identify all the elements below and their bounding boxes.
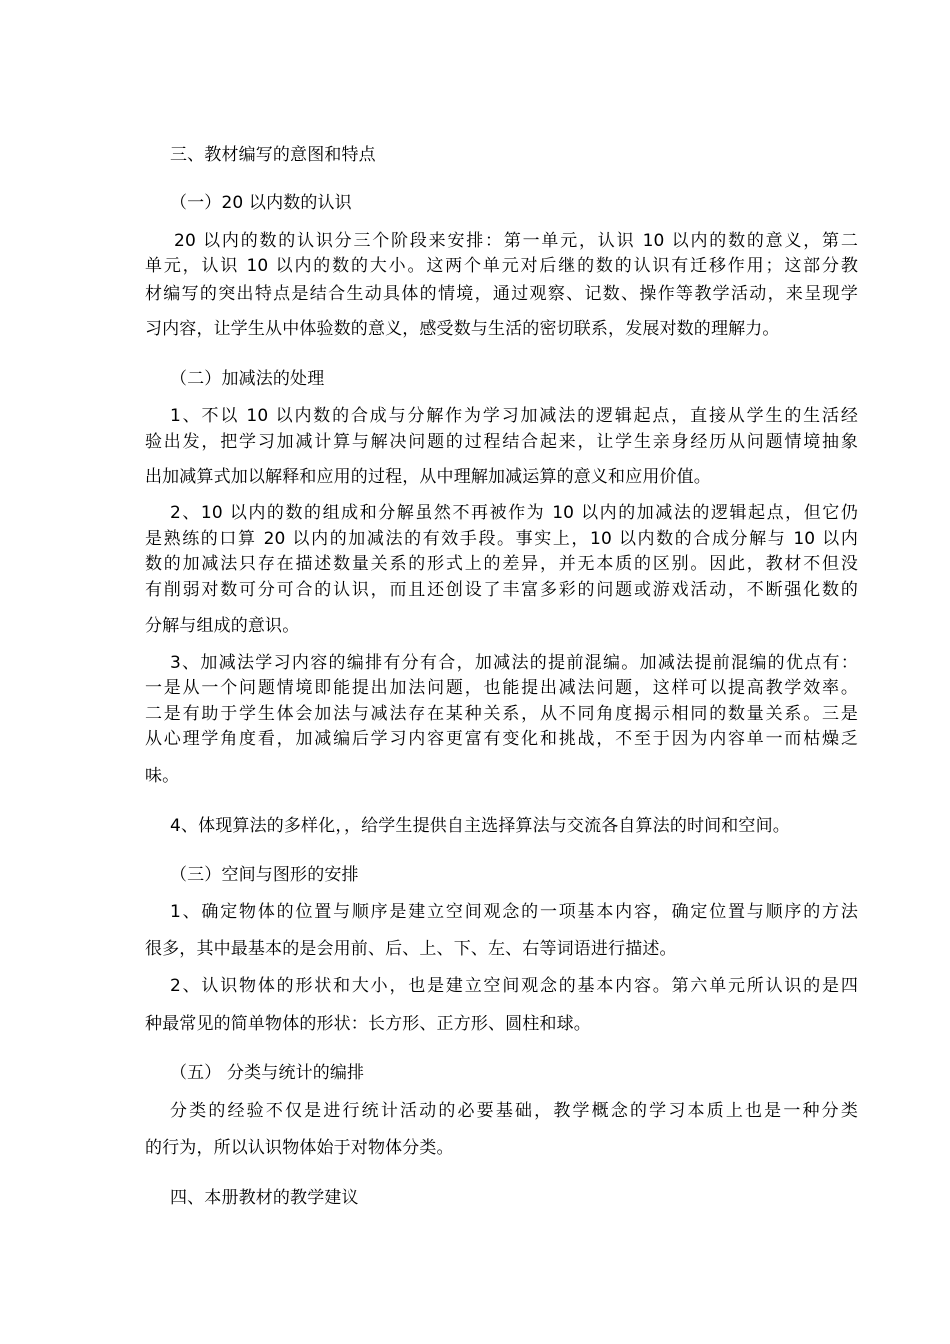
paragraph-line: 1、确定物体的位置与顺序是建立空间观念的一项基本内容，确定位置与顺序的方法 xyxy=(170,902,858,922)
paragraph-line: 味。 xyxy=(145,766,180,786)
paragraph-line: 单元，认识 10 以内的数的大小。这两个单元对后继的数的认识有迁移作用；这部分教 xyxy=(145,256,858,276)
paragraph-line: 种最常见的简单物体的形状：长方形、正方形、圆柱和球。 xyxy=(145,1014,591,1034)
paragraph-line: 分解与组成的意识。 xyxy=(145,616,300,636)
paragraph-line: 4、体现算法的多样化，，给学生提供自主选择算法与交流各自算法的时间和空间。 xyxy=(170,816,790,836)
section-3-heading: 三、教材编写的意图和特点 xyxy=(170,145,376,165)
paragraph-line: 2、认识物体的形状和大小，也是建立空间观念的基本内容。第六单元所认识的是四 xyxy=(170,976,858,996)
paragraph-line: 二是有助于学生体会加法与减法存在某种关系，从不同角度揭示相同的数量关系。三是 xyxy=(145,704,858,724)
paragraph-line: 习内容，让学生从中体验数的意义，感受数与生活的密切联系，发展对数的理解力。 xyxy=(145,319,780,339)
subsection-5-heading: （五） 分类与统计的编排 xyxy=(170,1063,365,1083)
subsection-1-heading: （一）20 以内数的认识 xyxy=(170,193,352,213)
paragraph-line: 1、不以 10 以内数的合成与分解作为学习加减法的逻辑起点，直接从学生的生活经 xyxy=(170,406,858,426)
paragraph-line: 从心理学角度看，加减编后学习内容更富有变化和挑战，不至于因为内容单一而枯燥乏 xyxy=(145,729,858,749)
paragraph-line: 有削弱对数可分可合的认识，而且还创设了丰富多彩的问题或游戏活动，不断强化数的 xyxy=(145,580,858,600)
subsection-3-heading: （三）空间与图形的安排 xyxy=(170,865,359,885)
paragraph-line: 3、加减法学习内容的编排有分有合，加减法的提前混编。加减法提前混编的优点有： xyxy=(170,653,858,673)
paragraph-line: 数的加减法只存在描述数量关系的形式上的差异，并无本质的区别。因此，教材不但没 xyxy=(145,554,858,574)
paragraph-line: 2、10 以内的数的组成和分解虽然不再被作为 10 以内的加减法的逻辑起点，但它仍 xyxy=(170,503,858,523)
section-4-heading: 四、本册教材的教学建议 xyxy=(170,1188,359,1208)
paragraph-line: 是熟练的口算 20 以内的加减法的有效手段。事实上，10 以内数的合成分解与 10 以内 xyxy=(145,529,858,549)
subsection-2-heading: （二）加减法的处理 xyxy=(170,369,325,389)
paragraph-line: 材编写的突出特点是结合生动具体的情境，通过观察、记数、操作等教学活动，来呈现学 xyxy=(145,284,858,304)
paragraph-line: 出加减算式加以解释和应用的过程，从中理解加减运算的意义和应用价值。 xyxy=(145,467,711,487)
paragraph-line: 很多，其中最基本的是会用前、后、上、下、左、右等词语进行描述。 xyxy=(145,939,677,959)
paragraph-line: 20 以内的数的认识分三个阶段来安排：第一单元，认识 10 以内的数的意义，第二 xyxy=(174,231,858,251)
paragraph-line: 验出发，把学习加减计算与解决问题的过程结合起来，让学生亲身经历从问题情境抽象 xyxy=(145,432,858,452)
paragraph-line: 分类的经验不仅是进行统计活动的必要基础，教学概念的学习本质上也是一种分类 xyxy=(170,1101,858,1121)
paragraph-line: 的行为，所以认识物体始于对物体分类。 xyxy=(145,1138,454,1158)
paragraph-line: 一是从一个问题情境即能提出加法问题，也能提出减法问题，这样可以提高教学效率。 xyxy=(145,678,858,698)
